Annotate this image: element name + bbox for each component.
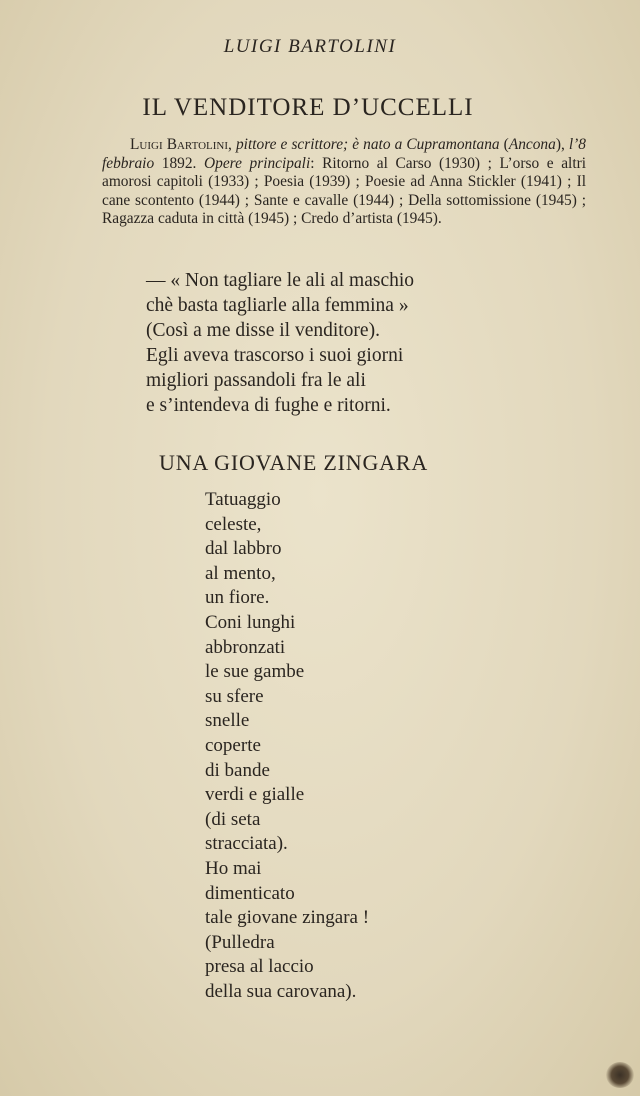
poem-line: (Così a me disse il venditore).: [146, 320, 380, 341]
bio-italic: pittore e scrittore; è nato a Cupramontana: [235, 136, 500, 153]
poem-line: (Pulledra: [205, 931, 275, 953]
bio-text: ),: [555, 136, 569, 153]
poem-title: UNA GIOVANE ZINGARA: [159, 450, 429, 475]
bio-italic: Ancona: [508, 136, 556, 153]
section-title: IL VENDITORE D’UCCELLI: [142, 94, 474, 121]
poem-line: stracciata).: [205, 833, 288, 855]
poem-line: di bande: [205, 759, 270, 781]
poem-line: su sfere: [205, 685, 264, 707]
poem-line: della sua carovana).: [205, 980, 357, 1002]
bio-text: (: [499, 136, 509, 153]
poem-line: abbronzati: [205, 636, 286, 658]
poem-line: — « Non tagliare le ali al maschio: [146, 270, 415, 291]
poem-line: migliori passandoli fra le ali: [146, 370, 366, 391]
author-bio: [102, 136, 586, 229]
poem-line: coperte: [205, 734, 261, 756]
ink-smudge: [606, 1062, 634, 1088]
poem-line: un fiore.: [205, 587, 270, 609]
poem-line: (di seta: [205, 808, 261, 830]
poem-line: Ho mai: [205, 857, 262, 879]
poem-line: snelle: [205, 710, 250, 732]
bio-italic: Opere principali: [204, 154, 311, 172]
poem-line: le sue gambe: [205, 661, 305, 683]
poem-line: Tatuaggio: [205, 489, 281, 510]
poem-line: al mento,: [205, 562, 276, 584]
poem-line: tale giovane zingara !: [205, 907, 370, 929]
bio-author-name: Luigi Bartolini: [130, 136, 229, 153]
poem-line: Egli aveva trascorso i suoi giorni: [146, 345, 404, 366]
poem-line: dal labbro: [205, 538, 282, 560]
poem-stanza: [146, 268, 414, 418]
poem-body: [205, 488, 369, 1004]
poem-line: chè basta tagliarle alla femmina »: [146, 295, 409, 316]
bio-italic: l’8 febbraio: [102, 136, 586, 172]
poem-line: e s’intendeva di fughe e ritorni.: [146, 395, 391, 416]
poem-line: presa al laccio: [205, 956, 314, 978]
poem-line: celeste,: [205, 513, 262, 535]
bio-works: : Ritorno al Carso (1930) ; L’orso e altri amorosi capitoli (1933) ; Poesia (1939) ; Poesie ad Anna Stickler (1941) ; Il cane scontento (1944) ; Sante e cavalle (1944) ; Della sottomissione (1945) ; Ragazza caduta in città (1945) ; Credo d’artista (1945).: [102, 154, 586, 228]
bio-text: ,: [228, 136, 236, 153]
running-head: LUIGI BARTOLINI: [223, 36, 397, 57]
poem-line: Coni lunghi: [205, 611, 296, 633]
poem-line: verdi e gialle: [205, 784, 305, 806]
bio-text: 1892.: [154, 154, 205, 172]
poem-line: dimenticato: [205, 882, 295, 904]
